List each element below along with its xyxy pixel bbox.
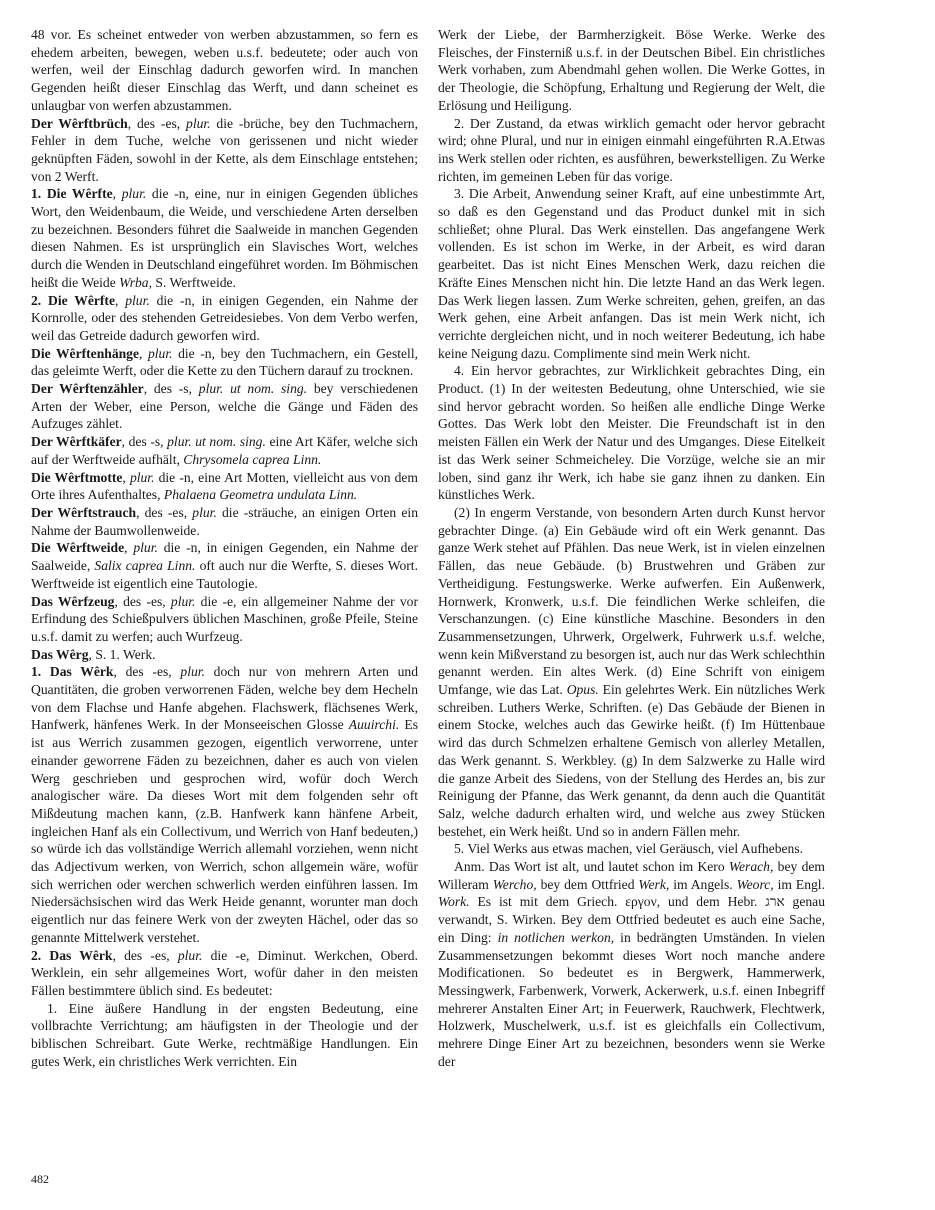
text-run: , — [139, 345, 148, 361]
page-number: 482 — [31, 1172, 49, 1186]
dictionary-paragraph — [31, 115, 418, 186]
italic-text: plur. — [170, 593, 196, 609]
dictionary-paragraph — [438, 858, 825, 1070]
italic-text: plur. — [133, 540, 158, 556]
italic-text: plur. — [180, 664, 205, 680]
text-run: die -n, eine Art Motten, vielleicht aus von dem Orte ihres Aufenthaltes, — [31, 469, 419, 503]
text-run: , des -es, — [136, 504, 193, 520]
text-run: Es ist mit dem Griech. εργον, und dem Hebr. ארג genau verwandt, S. Wirken. Bey dem Ottfried bedeutet es auch eine Sache, ein Ding: — [438, 894, 826, 945]
text-run: die -brüche, bey den Tuchmachern, Fehler in dem Tuche, welche von gerissenen und nicht wieder geknüpften Fäden, sowohl in der Kette, als dem Einschlage entstehen; von 2 Werft. — [31, 115, 418, 184]
dictionary-paragraph — [31, 433, 418, 468]
text-run: die -n, in einigen Gegenden, ein Nahme der Kornrolle, oder des stehenden Getreidesiebes. Von dem Verbo werfen, weil das Getreide dadurch geworfen wird. — [31, 292, 419, 343]
italic-text: in notlichen werkon, — [497, 929, 615, 945]
text-run: die -n, eine, nur in einigen Gegenden übliches Wort, den Weidenbaum, die Weide, und verschiedene Arten derselben zu bezeichnen. Besonders führet die Saalweide in manchen Gegenden diesen Nahmen. Es ist ursprünglich ein Slavisches Wort, welches durch die Wenden in Deutschland eingeführet worden. Im Böhmischen heißt die Weide — [31, 186, 419, 290]
dictionary-paragraph — [31, 469, 418, 504]
dictionary-paragraph — [31, 380, 418, 433]
text-run: bey verschiedenen Arten der Weber, eine Person, welche die Gänge und Fäden des Aufzuges zählet. — [31, 381, 418, 432]
italic-text: Chrysomela caprea Linn. — [183, 451, 322, 467]
dictionary-paragraph — [438, 185, 825, 362]
italic-text: Werk, — [638, 876, 670, 892]
text-run: , des -es, — [112, 947, 178, 963]
dictionary-paragraph — [438, 26, 825, 115]
italic-text: plur. — [177, 947, 203, 963]
text-run: im Angels. — [669, 876, 737, 892]
dictionary-paragraph — [31, 646, 418, 664]
text-run: eine Art Käfer, welche sich auf der Werftweide aufhält, — [31, 434, 418, 467]
dictionary-paragraph — [438, 362, 825, 504]
dictionary-paragraph — [31, 26, 418, 115]
dictionary-paragraph — [31, 947, 418, 1000]
text-run: in bedrängten Umständen. In vielen Zusammensetzungen bekommt dieses Wort noch manche andere Modificationen. So bedeutet es in Bergwerk, Hammerwerk, Messingwerk, Farbenwerk, Vorwerk, Ackerwerk, u.s.f. einen Inbegriff mehrerer Anstalten Einer Art; in Feuerwerk, Rauchwerk, Flechtwerk, Holzwerk, Muschelwerk, u.s.f. ist es gleichfalls ein Collectivum, mehrere Dinge Einer Art zu bezeichnen, besonders wenn sie Werke der — [438, 929, 825, 1069]
headword: Der Wêrftkäfer — [31, 434, 122, 450]
text-run: , des -s, — [121, 434, 168, 450]
dictionary-paragraph — [31, 663, 418, 946]
text-run: die -n, bey den Tuchmachern, ein Gestell, das geleimte Werft, oder die Kette zu den Tüchern darauf zu trocknen. — [31, 345, 418, 379]
dictionary-paragraph — [31, 185, 418, 291]
headword: 1. Das Wêrk — [31, 664, 114, 680]
italic-text: Wrba, — [119, 274, 152, 290]
text-run: Ein gelehrtes Werk. Ein nützliches Werk schreiben. Luthers Werke, Schriften. (e) Das Gebäude der Bienen in einem Stocke, welches auch das Gewirke heißt. (f) Im Hüttenbaue wird das durch Schmelzen erhaltene Gemisch von allerley Metallen, das Werk genannt. S. Werkbley. (g) In dem Salzwerke zu Halle wird die ganze Arbeit des Siedens, von der Stellung des Herdes an, bis zur Reinigung der Pfanne, das Werk genannt, da denn auch die Quantität Salz, welche dadurch erhalten wird, und welche aus zwey Stücken bestehet, ein Werk heißt. Und so in andern Fällen mehr. — [438, 682, 825, 839]
headword: Das Wêrg — [31, 646, 89, 662]
italic-text: plur. — [129, 469, 155, 485]
italic-text: Wercho, — [492, 876, 537, 892]
headword: 2. Das Wêrk — [31, 947, 113, 963]
italic-text: Phalaena Geometra undulata Linn. — [163, 487, 358, 503]
right-column — [438, 26, 825, 1070]
text-run: die -e, Diminut. Werkchen, Oberd. Werklein, ein sehr allgemeines Wort, wofür daher in den meisten Fällen bestimmtere üblich sind. Es bedeutet: — [31, 947, 418, 998]
text-run: , des -es, — [127, 115, 187, 131]
text-run: , — [124, 540, 134, 556]
italic-text: plur. — [121, 186, 147, 202]
italic-text: Opus. — [566, 682, 599, 698]
text-run: Anm. Das Wort ist alt, und lautet schon im Kero — [454, 859, 729, 875]
italic-text: plur. ut nom. sing. — [167, 434, 266, 450]
italic-text: Salix caprea Linn. — [94, 558, 196, 574]
italic-text: Werach, — [728, 859, 774, 875]
headword: 2. Die Wêrfte — [31, 292, 115, 308]
dictionary-paragraph — [31, 345, 418, 380]
headword: Das Wêrfzeug — [31, 593, 115, 609]
dictionary-paragraph — [31, 504, 418, 539]
text-run: im Engl. — [773, 876, 825, 892]
italic-text: plur. — [125, 292, 150, 308]
dictionary-paragraph — [438, 115, 825, 186]
text-run: 5. Viel Werks aus etwas machen, viel Geräusch, viel Aufhebens. — [454, 841, 804, 857]
text-run: , des -es, — [113, 664, 181, 680]
italic-text: Work. — [438, 894, 470, 910]
dictionary-paragraph — [31, 539, 418, 592]
text-run: , — [112, 186, 122, 202]
text-run: , des -es, — [114, 593, 171, 609]
headword: Die Wêrftenhänge — [31, 345, 140, 361]
text-run: bey dem Ottfried — [536, 876, 639, 892]
text-run: 2. Der Zustand, da etwas wirklich gemacht oder hervor gebracht wird; ohne Plural, und nur in einigen einmahl eingeführten R.A.Etwas ins Werk stellen oder richten, es ausführen, bewerkstelligen. Zu Werke richten, im gemeinen Leben für das vorige. — [438, 115, 825, 184]
text-run: oft auch nur die Werfte, S. dieses Wort. Werftweide ist eigentlich eine Tautologie. — [31, 558, 418, 591]
headword: Der Wêrftenzähler — [31, 381, 144, 397]
headword: Der Wêrftstrauch — [31, 504, 137, 520]
dictionary-paragraph — [31, 292, 418, 345]
headword: Die Wêrftmotte — [31, 469, 123, 485]
italic-text: Weorc, — [736, 876, 774, 892]
text-run: 4. Ein hervor gebrachtes, zur Wirklichkeit gebrachtes Ding, ein Product. (1) In der weitesten Bedeutung, ohne Unterschied, wie sie sind hervor gebracht worden. So heißen alle endliche Dinge Werke Gottes. Das Werk lobt den Meister. Die Freundschaft ist in den meisten Fällen ein Werk der Natur und des Umganges. Diese Eitelkeit ist das Werk seiner Schmeicheley. Die Vorzüge, welche sie an mir loben, sind ganz ihr Werk, ich habe sie ganz ihnen zu danken. Ein künstliches Werk. — [438, 363, 825, 503]
text-run: , S. 1. Werk. — [88, 646, 156, 662]
italic-text: plur. — [192, 504, 217, 520]
text-run: Es ist aus Werrich zusammen gezogen, eigentlich verworrene, unter einander geworrene Fäden zu bezeichnen, daher es auch von vielen Werg geschrieben und gesprochen wird, wofür doch Werch analogischer wäre. Da dieses Wort mit dem folgenden sehr oft Mißdeutung machen kann, (z.B. Hanfwerk kann hänfene Arbeit, ingleichen Hanf als ein Collectivum, und Werrich von Hanf bedeuten,) so würde ich das vollständige Werrich allemahl vorziehen, wenn nicht das Adjectivum werken, von Werrich, schon allgemein wäre, wofür sich werrichen oder werchen schwerlich werden einführen lassen. Im Niedersächsischen wird das Werk Heide genannt, worunter man doch eigentlich nur das feinere Werk von der zweyten Hächel, oder das so genannte Mittelwerk verstehet. — [31, 717, 419, 945]
text-run: (2) In engerm Verstande, von besondern Arten durch Kunst hervor gebrachter Dinge. (a) Ein Gebäude wird oft ein Werk genannt. Das ganze Werk stehet auf Pfählen. Das neue Werk, ist in vielen einzelnen Fällen, das neue Gebäude. (b) Brustwehren und Gräben zur Vertheidigung. Festungswerke. Werke aufwerfen. Ein Außenwerk, Hornwerk, Kronwerk, u.s.f. Die feindlichen Werke schleifen, die Verschanzungen. (c) Eine künstliche Maschine. Besonders in den Zusammensetzungen, Uhrwerk, Orgelwerk, Fuhrwerk u.s.f. welche, wenn kein Mißverstand zu besorgen ist, auch nur das Werk schlechthin genannt werden. Ein altes Werk. (d) Eine Schrift von einigem Umfange, wie das Lat. — [438, 504, 825, 698]
text-run: 1. Eine äußere Handlung in der engsten Bedeutung, eine vollbrachte Verrichtung; am häufigsten in der Theologie und der biblischen Schreibart. Gute Werke, rechtmäßige Handlungen. Ein gutes Werk, ein christliches Werk verrichten. Ein — [31, 1000, 418, 1069]
italic-text: Auuirchi. — [348, 717, 400, 733]
text-run: Werk der Liebe, der Barmherzigkeit. Böse Werke. Werke des Fleisches, der Finsterniß u.s.f. in der Deutschen Bibel. Ein christliches Werk vorhaben, zum Abendmahl gehen wollen. Die Werke Gottes, in der Theologie, die Schöpfung, Erhaltung und Regierung der Welt, die Erlösung und Heiligung. — [438, 27, 825, 113]
text-run: , des -s, — [143, 381, 199, 397]
text-run: die -n, in einigen Gegenden, ein Nahme der Saalweide, — [31, 540, 419, 574]
text-run: doch nur von mehrern Arten und Quantitäten, die groben verworrenen Fäden, welche bey dem Hecheln von dem Flachse und Hanfe abgehen. Flachswerk, flächsenes Werk, Hanfwerk, hänfenes Werk. In der Monseeischen Glosse — [31, 664, 418, 733]
text-run: S. Werftweide. — [151, 274, 236, 290]
dictionary-paragraph — [438, 840, 825, 858]
text-run: bey dem Willeram — [438, 859, 825, 892]
dictionary-paragraph — [31, 593, 418, 646]
text-run: 48 vor. Es scheinet entweder von werben abzustammen, so fern es ehedem arbeiten, bewegen, weben u.s.f. bedeutete; oder auch von werfen, weil der Einschlag dadurch geworfen wird. In manchen Gegenden heißt dieser Einschlag das Werft, und dann scheinet es unlaugbar von werfen abzustammen. — [31, 27, 418, 113]
italic-text: plur. — [186, 115, 211, 131]
italic-text: plur. — [147, 345, 173, 361]
text-run: 3. Die Arbeit, Anwendung seiner Kraft, auf eine unbestimmte Art, so daß es den Gegenstand und das Product dunkel mit in sich schließet; ohne Plural. Das Werk einstellen. Das angefangene Werk vollenden. Es ist schon im Werke, in der Arbeit, es wird daran gearbeitet. Das ist nicht Eines Menschen Werk, dazu reichen die Kräfte Eines Menschen nicht hin. Die letzte Hand an das Werk legen. Das Werk liegen lassen. Zum Werke schreiten, gehen, greifen, an das Werk gehen, eine Arbeit anfangen. Das ist mein Werk nicht, ich verrichte dergleichen nicht, und in noch weiterer Bedeutung, ich habe keine Neigung dazu. Complimente sind mein Werk nicht. — [438, 186, 825, 361]
headword: Die Wêrftweide — [31, 540, 125, 556]
left-column — [31, 26, 418, 1070]
text-run: , — [122, 469, 130, 485]
text-run: , — [114, 292, 126, 308]
text-run: die -sträuche, an einigen Orten ein Nahme der Baumwollenweide. — [31, 504, 418, 538]
italic-text: plur. ut nom. sing. — [198, 381, 308, 397]
headword: 1. Die Wêrfte — [31, 186, 113, 202]
dictionary-paragraph — [438, 504, 825, 840]
dictionary-paragraph — [31, 1000, 418, 1071]
text-run: die -e, ein allgemeiner Nahme der vor Erfindung des Schießpulvers üblichen Maschinen, große Pfeile, Steine u.s.f. damit zu werfen; auch Wurfzeug. — [31, 593, 418, 644]
headword: Der Wêrftbrüch — [31, 115, 128, 131]
